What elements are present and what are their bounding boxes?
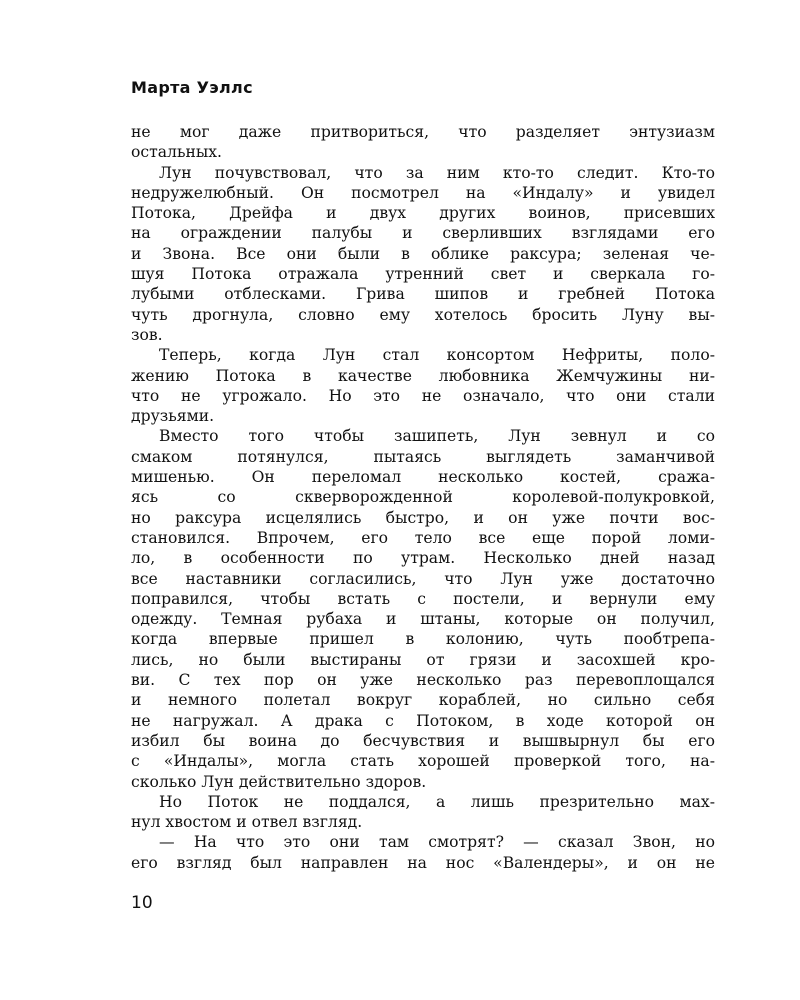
text-line: не нагружал. А драка с Потоком, в ходе которой он xyxy=(131,711,715,730)
text-line: лись, но были выстираны от грязи и засохшей кро- xyxy=(131,650,715,669)
text-line: зов. xyxy=(131,325,163,344)
text-line: остальных. xyxy=(131,143,222,162)
text-line: его взгляд был направлен на нос «Валендеры», и он не xyxy=(131,853,715,872)
text-line: лубыми отблесками. Грива шипов и гребней Потока xyxy=(131,285,715,304)
text-line: — На что это они там смотрят? — сказал Звон, но xyxy=(159,833,715,852)
text-line: и Звона. Все они были в облике раксура; зеленая че- xyxy=(131,244,715,263)
paragraph xyxy=(131,163,715,346)
paragraph xyxy=(131,345,715,426)
text-line: шуя Потока отражала утренний свет и сверкала го- xyxy=(131,265,715,284)
text-line: Теперь, когда Лун стал консортом Нефриты, поло- xyxy=(159,346,715,365)
text-line: ясь со скверворожденной королевой-полукровкой, xyxy=(131,488,715,507)
body-text xyxy=(131,122,715,873)
text-line: что не угрожало. Но это не означало, что они стали xyxy=(131,386,715,405)
text-line: недружелюбный. Он посмотрел на «Индалу» и увидел xyxy=(131,183,715,202)
paragraph xyxy=(131,122,715,163)
text-line: с «Индалы», могла стать хорошей проверкой того, на- xyxy=(131,752,715,771)
text-line: сколько Лун действительно здоров. xyxy=(131,772,427,791)
text-line: ви. С тех пор он уже несколько раз перевоплощался xyxy=(131,671,715,690)
text-line: мишенью. Он переломал несколько костей, сража- xyxy=(131,468,715,487)
paragraph xyxy=(131,792,715,833)
text-line: на ограждении палубы и сверливших взглядами его xyxy=(131,224,715,243)
text-line: избил бы воина до бесчувствия и вышвырнул бы его xyxy=(131,731,715,750)
text-line: Но Поток не поддался, а лишь презрительно мах- xyxy=(159,792,715,811)
running-head: Марта Уэллс xyxy=(131,78,253,97)
text-line: Вместо того чтобы зашипеть, Лун зевнул и со xyxy=(159,427,715,446)
text-line: смаком потянулся, пытаясь выглядеть заманчивой xyxy=(131,447,715,466)
text-line: нул хвостом и отвел взгляд. xyxy=(131,813,363,832)
paragraph xyxy=(131,426,715,791)
text-line: но раксура исцелялись быстро, и он уже почти вос- xyxy=(131,508,715,527)
text-line: Потока, Дрейфа и двух других воинов, присевших xyxy=(131,204,715,223)
text-line: все наставники согласились, что Лун уже достаточно xyxy=(131,569,715,588)
text-line: друзьями. xyxy=(131,407,215,426)
text-line: одежду. Темная рубаха и штаны, которые он получил, xyxy=(131,610,715,629)
page-number: 10 xyxy=(131,893,153,913)
text-line: и немного полетал вокруг кораблей, но сильно себя xyxy=(131,691,715,710)
text-line: поправился, чтобы встать с постели, и вернули ему xyxy=(131,589,715,608)
text-line: когда впервые пришел в колонию, чуть пообтрепа- xyxy=(131,630,715,649)
text-line: не мог даже притвориться, что разделяет энтузиазм xyxy=(131,123,715,141)
text-line: становился. Впрочем, его тело все еще порой ломи- xyxy=(131,528,715,547)
text-line: жению Потока в качестве любовника Жемчужины ни- xyxy=(131,366,715,385)
text-line: Лун почувствовал, что за ним кто-то следит. Кто-то xyxy=(159,163,715,182)
text-line: чуть дрогнула, словно ему хотелось бросить Луну вы- xyxy=(131,305,715,324)
paragraph xyxy=(131,832,715,873)
text-line: ло, в особенности по утрам. Несколько дней назад xyxy=(131,549,715,568)
